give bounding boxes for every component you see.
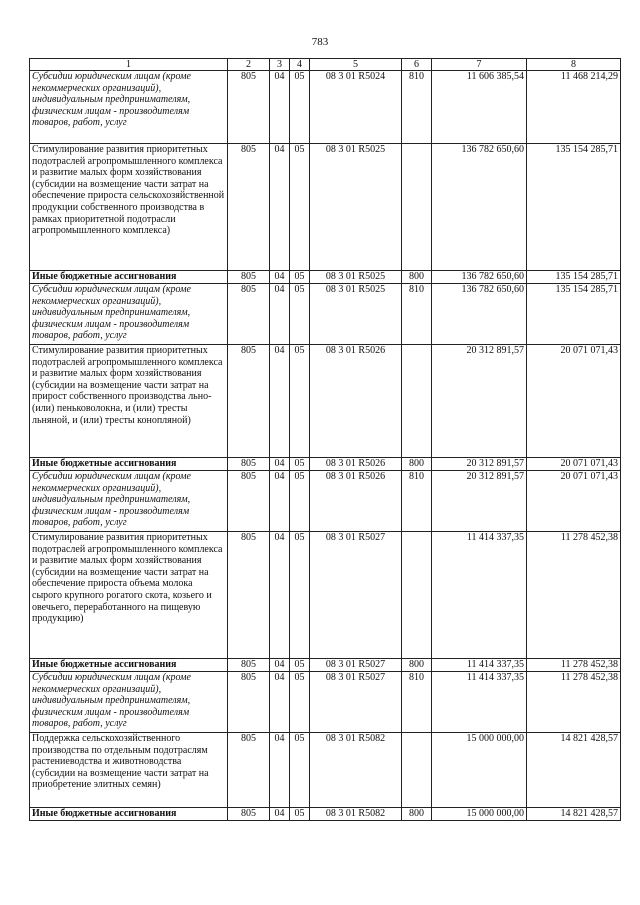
row-subsection-cell: 05 bbox=[290, 144, 310, 271]
row-kind-cell bbox=[402, 345, 432, 458]
row-code-cell: 805 bbox=[228, 271, 270, 284]
row-section-cell: 04 bbox=[270, 733, 290, 808]
row-sum-col7-cell: 11 414 337,35 bbox=[432, 659, 527, 672]
row-subsection-cell: 05 bbox=[290, 672, 310, 733]
row-sum-col7-cell: 136 782 650,60 bbox=[432, 144, 527, 271]
column-header: 6 bbox=[402, 59, 432, 71]
row-section-cell: 04 bbox=[270, 284, 290, 345]
row-section-cell: 04 bbox=[270, 71, 290, 144]
row-code-cell: 805 bbox=[228, 672, 270, 733]
row-subsection-cell: 05 bbox=[290, 345, 310, 458]
column-header: 5 bbox=[310, 59, 402, 71]
row-sum-col7-cell: 20 312 891,57 bbox=[432, 458, 527, 471]
row-target-cell: 08 3 01 R5025 bbox=[310, 271, 402, 284]
row-subsection-cell: 05 bbox=[290, 458, 310, 471]
row-code-cell: 805 bbox=[228, 71, 270, 144]
row-target-cell: 08 3 01 R5026 bbox=[310, 471, 402, 532]
table-row bbox=[30, 471, 621, 532]
row-section-cell: 04 bbox=[270, 271, 290, 284]
row-name-cell: Иные бюджетные ассигнования bbox=[30, 271, 228, 284]
row-sum-col7-cell: 136 782 650,60 bbox=[432, 271, 527, 284]
row-section-cell: 04 bbox=[270, 458, 290, 471]
row-section-cell: 04 bbox=[270, 532, 290, 659]
column-header: 8 bbox=[527, 59, 621, 71]
row-sum-col8-cell: 20 071 071,43 bbox=[527, 345, 621, 458]
row-code-cell: 805 bbox=[228, 659, 270, 672]
row-subsection-cell: 05 bbox=[290, 659, 310, 672]
row-kind-cell: 810 bbox=[402, 284, 432, 345]
table-row bbox=[30, 345, 621, 458]
table-row bbox=[30, 144, 621, 271]
page-number: 783 bbox=[311, 36, 329, 48]
row-kind-cell: 800 bbox=[402, 458, 432, 471]
row-section-cell: 04 bbox=[270, 471, 290, 532]
row-name-cell: Субсидии юридическим лицам (кроме некоммерческих организаций), индивидуальным предпринимателям, физическим лицам - производителям товаров, работ, услуг bbox=[30, 471, 228, 532]
row-kind-cell: 810 bbox=[402, 672, 432, 733]
row-kind-cell: 810 bbox=[402, 471, 432, 532]
row-sum-col8-cell: 11 278 452,38 bbox=[527, 532, 621, 659]
row-kind-cell bbox=[402, 144, 432, 271]
table-row bbox=[30, 672, 621, 733]
table-row bbox=[30, 458, 621, 471]
row-subsection-cell: 05 bbox=[290, 532, 310, 659]
row-subsection-cell: 05 bbox=[290, 733, 310, 808]
column-header-row bbox=[30, 59, 621, 71]
row-subsection-cell: 05 bbox=[290, 471, 310, 532]
row-sum-col8-cell: 11 278 452,38 bbox=[527, 659, 621, 672]
row-sum-col7-cell: 15 000 000,00 bbox=[432, 733, 527, 808]
row-kind-cell: 800 bbox=[402, 808, 432, 821]
row-sum-col8-cell: 135 154 285,71 bbox=[527, 284, 621, 345]
row-target-cell: 08 3 01 R5082 bbox=[310, 808, 402, 821]
row-sum-col8-cell: 14 821 428,57 bbox=[527, 808, 621, 821]
row-section-cell: 04 bbox=[270, 808, 290, 821]
column-header: 2 bbox=[228, 59, 270, 71]
row-name-cell: Субсидии юридическим лицам (кроме некоммерческих организаций), индивидуальным предпринимателям, физическим лицам - производителям товаров, работ, услуг bbox=[30, 284, 228, 345]
row-subsection-cell: 05 bbox=[290, 271, 310, 284]
row-target-cell: 08 3 01 R5027 bbox=[310, 672, 402, 733]
row-sum-col7-cell: 20 312 891,57 bbox=[432, 471, 527, 532]
row-kind-cell bbox=[402, 532, 432, 659]
row-sum-col8-cell: 14 821 428,57 bbox=[527, 733, 621, 808]
table-row bbox=[30, 284, 621, 345]
row-target-cell: 08 3 01 R5024 bbox=[310, 71, 402, 144]
table-row bbox=[30, 808, 621, 821]
table-row bbox=[30, 271, 621, 284]
row-section-cell: 04 bbox=[270, 144, 290, 271]
row-kind-cell: 800 bbox=[402, 271, 432, 284]
row-name-cell: Субсидии юридическим лицам (кроме некоммерческих организаций), индивидуальным предпринимателям, физическим лицам - производителям товаров, работ, услуг bbox=[30, 71, 228, 144]
row-target-cell: 08 3 01 R5025 bbox=[310, 144, 402, 271]
row-sum-col8-cell: 11 468 214,29 bbox=[527, 71, 621, 144]
row-code-cell: 805 bbox=[228, 144, 270, 271]
row-sum-col7-cell: 11 414 337,35 bbox=[432, 532, 527, 659]
row-sum-col8-cell: 135 154 285,71 bbox=[527, 144, 621, 271]
row-section-cell: 04 bbox=[270, 672, 290, 733]
row-target-cell: 08 3 01 R5026 bbox=[310, 345, 402, 458]
row-subsection-cell: 05 bbox=[290, 71, 310, 144]
row-sum-col8-cell: 20 071 071,43 bbox=[527, 458, 621, 471]
row-kind-cell: 810 bbox=[402, 71, 432, 144]
column-header: 3 bbox=[270, 59, 290, 71]
row-name-cell: Стимулирование развития приоритетных подотраслей агропромышленного комплекса и развитие малых форм хозяйствования (субсидии на возмещение части затрат на обеспечение прироста сельскохозяйственной продукции собственного производства в рамках приоритетной подотрасли агропромышленного комплекса) bbox=[30, 144, 228, 271]
row-name-cell: Иные бюджетные ассигнования bbox=[30, 458, 228, 471]
row-sum-col7-cell: 11 606 385,54 bbox=[432, 71, 527, 144]
table-row bbox=[30, 659, 621, 672]
table-row bbox=[30, 71, 621, 144]
row-sum-col7-cell: 11 414 337,35 bbox=[432, 672, 527, 733]
row-name-cell: Субсидии юридическим лицам (кроме некоммерческих организаций), индивидуальным предпринимателям, физическим лицам - производителям товаров, работ, услуг bbox=[30, 672, 228, 733]
row-kind-cell: 800 bbox=[402, 659, 432, 672]
row-code-cell: 805 bbox=[228, 345, 270, 458]
row-target-cell: 08 3 01 R5027 bbox=[310, 532, 402, 659]
row-name-cell: Иные бюджетные ассигнования bbox=[30, 808, 228, 821]
row-code-cell: 805 bbox=[228, 471, 270, 532]
row-name-cell: Иные бюджетные ассигнования bbox=[30, 659, 228, 672]
row-name-cell: Стимулирование развития приоритетных подотраслей агропромышленного комплекса и развитие малых форм хозяйствования (субсидии на возмещение части затрат на прирост собственного производства льно-(или) пеньковолокна, и (или) тресты льняной, и (или) тресты конопляной) bbox=[30, 345, 228, 458]
row-code-cell: 805 bbox=[228, 284, 270, 345]
row-target-cell: 08 3 01 R5025 bbox=[310, 284, 402, 345]
column-header: 4 bbox=[290, 59, 310, 71]
row-sum-col7-cell: 20 312 891,57 bbox=[432, 345, 527, 458]
row-name-cell: Поддержка сельскохозяйственного производства по отдельным подотраслям растениеводства и животноводства (субсидии на возмещение части затрат на приобретение элитных семян) bbox=[30, 733, 228, 808]
row-code-cell: 805 bbox=[228, 733, 270, 808]
column-header: 7 bbox=[432, 59, 527, 71]
row-sum-col7-cell: 136 782 650,60 bbox=[432, 284, 527, 345]
row-section-cell: 04 bbox=[270, 659, 290, 672]
row-subsection-cell: 05 bbox=[290, 284, 310, 345]
row-target-cell: 08 3 01 R5026 bbox=[310, 458, 402, 471]
row-kind-cell bbox=[402, 733, 432, 808]
row-code-cell: 805 bbox=[228, 458, 270, 471]
table-row bbox=[30, 532, 621, 659]
row-code-cell: 805 bbox=[228, 808, 270, 821]
row-sum-col7-cell: 15 000 000,00 bbox=[432, 808, 527, 821]
row-target-cell: 08 3 01 R5082 bbox=[310, 733, 402, 808]
table-row bbox=[30, 733, 621, 808]
row-target-cell: 08 3 01 R5027 bbox=[310, 659, 402, 672]
budget-table bbox=[29, 58, 621, 821]
row-sum-col8-cell: 135 154 285,71 bbox=[527, 271, 621, 284]
row-sum-col8-cell: 20 071 071,43 bbox=[527, 471, 621, 532]
row-name-cell: Стимулирование развития приоритетных подотраслей агропромышленного комплекса и развитие малых форм хозяйствования (субсидии на возмещение части затрат на обеспечение прироста объема молока сырого крупного рогатого скота, козьего и овечьего, переработанного на пищевую продукцию) bbox=[30, 532, 228, 659]
row-sum-col8-cell: 11 278 452,38 bbox=[527, 672, 621, 733]
row-code-cell: 805 bbox=[228, 532, 270, 659]
row-section-cell: 04 bbox=[270, 345, 290, 458]
column-header: 1 bbox=[30, 59, 228, 71]
row-subsection-cell: 05 bbox=[290, 808, 310, 821]
